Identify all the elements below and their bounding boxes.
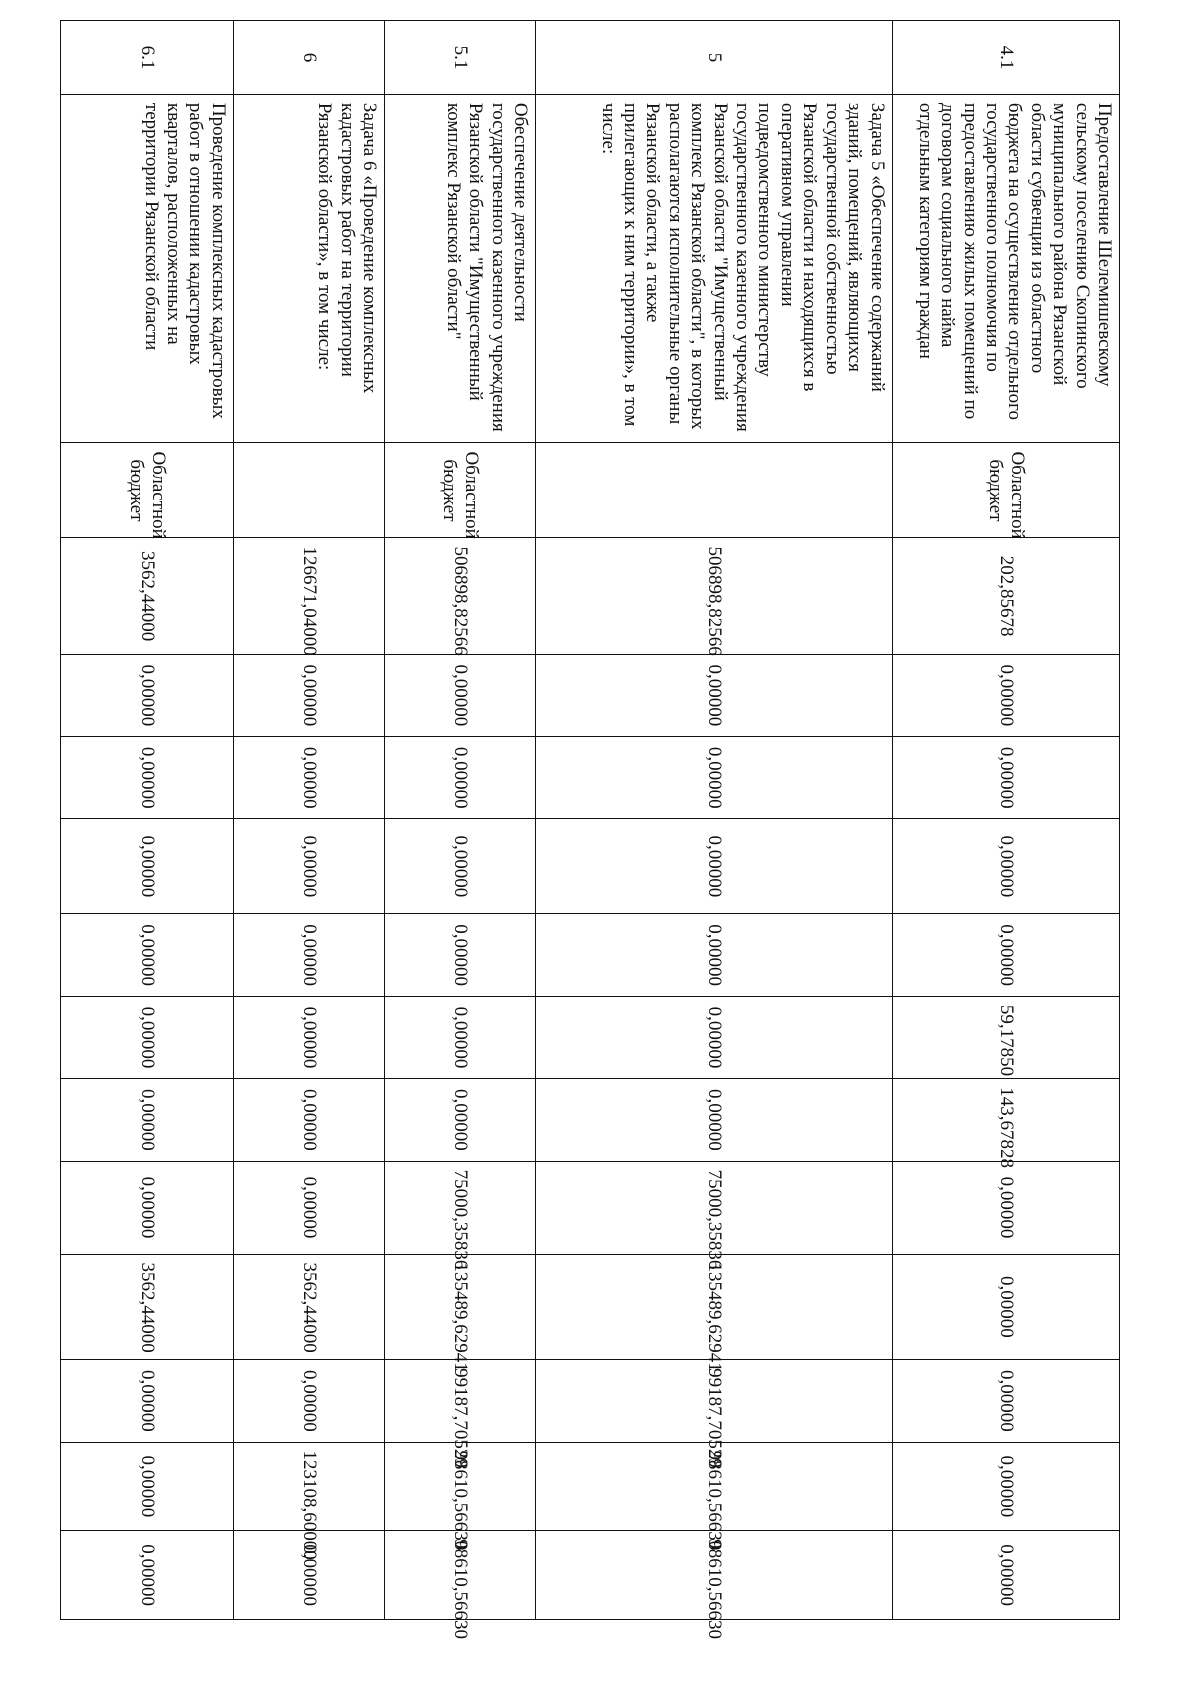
table-row bbox=[61, 21, 234, 1620]
funding-source: Областной бюджет bbox=[384, 443, 535, 538]
amount-cell: 0,00000 bbox=[536, 996, 892, 1078]
amount-cell: 0,00000 bbox=[536, 819, 892, 914]
funding-source: Областной бюджет bbox=[61, 443, 234, 538]
table-body bbox=[61, 21, 1120, 1639]
funding-source bbox=[536, 443, 892, 538]
row-number: 5 bbox=[536, 21, 892, 95]
row-number: 6 bbox=[233, 21, 384, 95]
funding-source bbox=[233, 443, 384, 538]
amount-cell: 0,00000 bbox=[384, 654, 535, 736]
amount-cell: 0,00000 bbox=[233, 1161, 384, 1254]
amount-cell: 0,00000 bbox=[233, 914, 384, 996]
amount-cell: 506898,82566 bbox=[384, 538, 535, 654]
table-row bbox=[384, 21, 535, 1620]
amount-cell: 0,00000 bbox=[61, 1442, 234, 1531]
amount-cell: 0,00000 bbox=[233, 1079, 384, 1161]
amount-cell: 59,17850 bbox=[892, 996, 1119, 1078]
amount-cell: 0,00000 bbox=[892, 654, 1119, 736]
amount-cell: 75000,35836 bbox=[384, 1161, 535, 1254]
row-description: Проведение комплексных кадастровых работ в отношении кадастровых кварталов, расположенных на территории Рязанской области bbox=[61, 94, 234, 443]
amount-cell: 98610,56630 bbox=[536, 1442, 892, 1531]
amount-cell: 99187,70529 bbox=[384, 1360, 535, 1442]
amount-cell: 0,00000 bbox=[536, 654, 892, 736]
rotated-table-sheet bbox=[60, 20, 1120, 1639]
amount-cell: 0,00000 bbox=[61, 654, 234, 736]
amount-cell: 123108,60000 bbox=[233, 1442, 384, 1531]
amount-cell: 0,00000 bbox=[61, 1531, 234, 1620]
amount-cell: 99187,70529 bbox=[536, 1360, 892, 1442]
amount-cell: 0,00000 bbox=[536, 914, 892, 996]
amount-cell: 0,00000 bbox=[892, 1531, 1119, 1620]
amount-cell: 0,00000 bbox=[892, 1161, 1119, 1254]
amount-cell: 0,00000 bbox=[61, 1360, 234, 1442]
amount-cell: 0,00000 bbox=[892, 737, 1119, 819]
amount-cell: 0,00000 bbox=[61, 819, 234, 914]
amount-cell: 0,00000 bbox=[61, 914, 234, 996]
table-row bbox=[233, 21, 384, 1620]
amount-cell: 0,00000 bbox=[233, 737, 384, 819]
amount-cell: 506898,82566 bbox=[536, 538, 892, 654]
amount-cell: 0,00000 bbox=[892, 1360, 1119, 1442]
amount-cell: 98610,56630 bbox=[384, 1442, 535, 1531]
amount-cell: 3562,44000 bbox=[61, 1254, 234, 1360]
amount-cell: 0,00000 bbox=[892, 819, 1119, 914]
amount-cell: 0,00000 bbox=[384, 819, 535, 914]
row-description: Предоставление Шелемишевскому сельскому поселению Скопинского муниципального района Рязанской области субвенции из областного бюджета на осуществление отдельного государственного полномочия по предоставлению жилых помещений по договорам социального найма отдельным категориям граждан bbox=[892, 94, 1119, 443]
amount-cell: 0,00000 bbox=[233, 654, 384, 736]
amount-cell: 0,00000 bbox=[61, 1161, 234, 1254]
amount-cell: 0,00000 bbox=[233, 1360, 384, 1442]
amount-cell: 0,00000 bbox=[384, 996, 535, 1078]
row-number: 5.1 bbox=[384, 21, 535, 95]
table-row bbox=[892, 21, 1119, 1620]
amount-cell: 0,00000 bbox=[61, 737, 234, 819]
amount-cell: 0,00000 bbox=[233, 996, 384, 1078]
amount-cell: 0,00000 bbox=[61, 996, 234, 1078]
amount-cell: 126671,04000 bbox=[233, 538, 384, 654]
amount-cell: 0,00000 bbox=[892, 1442, 1119, 1531]
amount-cell: 0,00000 bbox=[233, 1531, 384, 1620]
amount-cell: 0,00000 bbox=[892, 914, 1119, 996]
amount-cell: 202,85678 bbox=[892, 538, 1119, 654]
amount-cell: 0,00000 bbox=[892, 1254, 1119, 1360]
amount-cell: 0,00000 bbox=[61, 1079, 234, 1161]
row-number: 6.1 bbox=[61, 21, 234, 95]
row-description: Задача 6 «Проведение комплексных кадастровых работ на территории Рязанской области», в том числе: bbox=[233, 94, 384, 443]
amount-cell: 0,00000 bbox=[536, 1079, 892, 1161]
amount-cell: 135489,62941 bbox=[384, 1254, 535, 1360]
table-row bbox=[536, 21, 892, 1620]
funding-source: Областной бюджет bbox=[892, 443, 1119, 538]
amount-cell: 3562,44000 bbox=[233, 1254, 384, 1360]
row-description: Обеспечение деятельности государственного казенного учреждения Рязанской области "Имущественный комплекс Рязанской области" bbox=[384, 94, 535, 443]
amount-cell: 135489,62941 bbox=[536, 1254, 892, 1360]
amount-cell: 0,00000 bbox=[384, 737, 535, 819]
amount-cell: 98610,56630 bbox=[384, 1531, 535, 1620]
amount-cell: 0,00000 bbox=[233, 819, 384, 914]
amount-cell: 0,00000 bbox=[384, 1079, 535, 1161]
row-description: Задача 5 «Обеспечение содержаний зданий, помещений, являющихся государственной собственностью Рязанской области и находящихся в оперативном управлении подведомственного министерству государственного казенного учреждения Рязанской области "Имущественный комплекс Рязанской области", в которых располагаются исполнительные органы Рязанской области, а также прилегающих к ним территории», в том числе: bbox=[536, 94, 892, 443]
amount-cell: 75000,35836 bbox=[536, 1161, 892, 1254]
amount-cell: 0,00000 bbox=[384, 914, 535, 996]
budget-table bbox=[60, 20, 1120, 1639]
amount-cell: 98610,56630 bbox=[536, 1531, 892, 1620]
amount-cell: 0,00000 bbox=[536, 737, 892, 819]
amount-cell: 3562,44000 bbox=[61, 538, 234, 654]
amount-cell: 143,67828 bbox=[892, 1079, 1119, 1161]
row-number: 4.1 bbox=[892, 21, 1119, 95]
